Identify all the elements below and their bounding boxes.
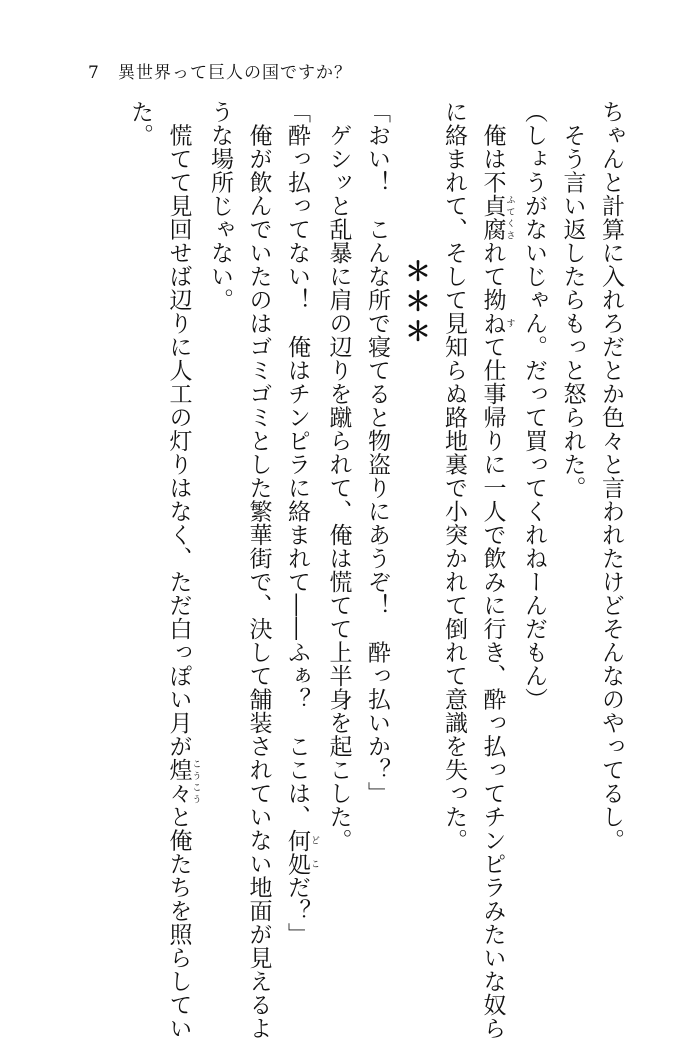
text-line: 俺は不貞腐 ふてくされて拗ね すて仕事帰りに一人で飲みに行き、酔っ払ってチンピラみたいな奴ら: [479, 100, 515, 1040]
text-line: 俺が飲んでいたのはゴミゴミとした繁華街で、決して舗装されていない地面が見えるよ: [245, 100, 272, 1040]
page-number: 7: [88, 63, 100, 83]
text-line: 慌てて見回せば辺りに人工の灯りはなく、ただ白っぽい月が煌々 こうこうと俺たちを照らしてい: [165, 100, 201, 1040]
text-line: そう言い返したらもっと怒られた。: [559, 100, 586, 500]
running-header: [88, 58, 352, 83]
text-line: （しょうがないじゃん。だって買ってくれねーんだもん）: [521, 100, 547, 711]
vertical-text-body: [70, 100, 630, 1040]
text-line: 「酔っ払ってない！ 俺はチンピラに絡まれて――ふぁ？ ここは、何処 どこだ？」: [284, 100, 319, 946]
text-line: 「おい！ こんな所で寝てると物盗りにあうぞ！ 酔っ払いか？」: [364, 100, 390, 805]
text-line: ちゃんと計算に入れろだとか色々と言われたけどそんなのやってるし。: [598, 100, 624, 852]
text-line: た。: [127, 100, 153, 147]
text-line: ゲシッと乱暴に肩の辺りを蹴られて、俺は慌てて上半身を起こした。: [325, 100, 352, 852]
text-line: うな場所じゃない。: [207, 100, 233, 312]
scene-break: ＊＊＊: [400, 258, 431, 348]
book-title: 異世界って巨人の国ですか？: [118, 63, 352, 83]
text-line: に絡まれて、そして見知らぬ路地裏で小突かれて倒れて意識を失った。: [441, 100, 467, 852]
